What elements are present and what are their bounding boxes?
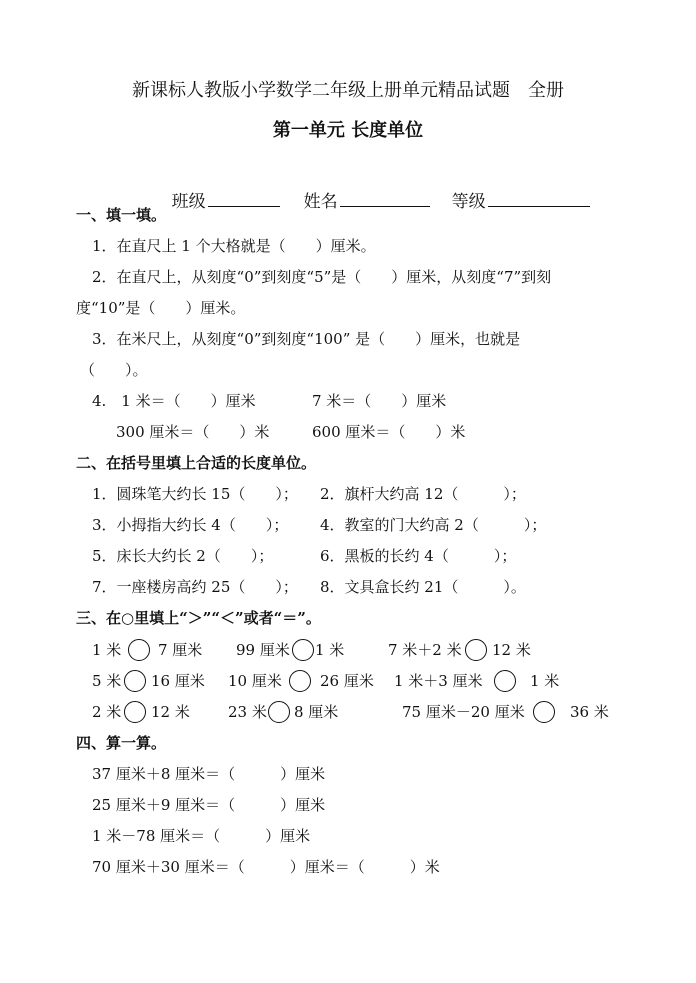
s4-question-1: 37 厘米＋8 厘米＝（ ）厘米 (92, 765, 326, 783)
s2-question-3: 3．小拇指大约长 4（ ）； (92, 516, 289, 534)
s1-question-4d: 600 厘米＝（ ）米 (312, 423, 466, 441)
compare-r2c2-left: 10 厘米 (228, 672, 282, 690)
compare-r1c1-left: 1 米 (92, 641, 122, 659)
s4-question-2: 25 厘米＋9 厘米＝（ ）厘米 (92, 796, 326, 814)
compare-r2c3-left: 1 米＋3 厘米 (394, 672, 483, 690)
compare-circle-r1c1[interactable] (128, 639, 150, 661)
grade-label: 等级 (451, 192, 486, 212)
compare-circle-r3c2[interactable] (268, 701, 290, 723)
grade-blank[interactable] (488, 190, 590, 207)
class-field (150, 170, 280, 232)
s1-question-2-line-2: 度“10”是（ ）厘米。 (76, 299, 246, 317)
worksheet-title: 新课标人教版小学数学二年级上册单元精品试题 全册 (132, 80, 564, 101)
s2-question-1: 1．圆珠笔大约长 15（ ）； (92, 485, 298, 503)
s2-question-2: 2．旗杆大约高 12（ ）； (320, 485, 526, 503)
compare-r1c2-left: 99 厘米 (236, 641, 290, 659)
s4-question-3: 1 米－78 厘米＝（ ）厘米 (92, 827, 311, 845)
compare-circle-r2c2[interactable] (289, 670, 311, 692)
compare-circle-r1c3[interactable] (465, 639, 487, 661)
s1-question-3-line-2: （ ）。 (80, 361, 148, 379)
s2-question-6: 6．黑板的长约 4（ ）； (320, 547, 517, 565)
compare-r3c2-left: 23 米 (228, 703, 267, 721)
compare-r2c1-right: 16 厘米 (151, 672, 205, 690)
class-label: 班级 (171, 192, 206, 212)
compare-circle-r2c3[interactable] (494, 670, 516, 692)
class-blank[interactable] (208, 190, 280, 207)
section-1-heading: 一、填一填。 (76, 206, 167, 224)
compare-r2c2-right: 26 厘米 (320, 672, 374, 690)
s1-question-2-line-1: 2．在直尺上，从刻度“0”到刻度“5”是（ ）厘米，从刻度“7”到刻 (92, 268, 552, 286)
grade-field (430, 170, 590, 232)
compare-circle-r2c1[interactable] (124, 670, 146, 692)
compare-r3c3-left: 75 厘米－20 厘米 (402, 703, 525, 721)
compare-circle-r1c2[interactable] (292, 639, 314, 661)
section-4-heading: 四、算一算。 (76, 734, 167, 752)
s2-question-8: 8．文具盒长约 21（ ）。 (320, 578, 526, 596)
compare-r3c1-left: 2 米 (92, 703, 122, 721)
compare-r3c1-right: 12 米 (151, 703, 190, 721)
name-label: 姓名 (303, 192, 338, 212)
s2-question-4: 4．教室的门大约高 2（ ）； (320, 516, 547, 534)
section-2-heading: 二、在括号里填上合适的长度单位。 (76, 454, 317, 472)
compare-circle-r3c1[interactable] (124, 701, 146, 723)
compare-r1c3-left: 7 米＋2 米 (388, 641, 462, 659)
compare-r3c3-right: 36 米 (570, 703, 609, 721)
s1-question-3-line-1: 3．在米尺上，从刻度“0”到刻度“100” 是（ ）厘米，也就是 (92, 330, 521, 348)
section-3-heading: 三、在○里填上“＞”“＜”或者“＝”。 (76, 609, 321, 627)
s1-question-4a: 4. 1 米＝（ ）厘米 (92, 392, 256, 410)
compare-r2c3-right: 1 米 (530, 672, 560, 690)
s1-question-4b: 7 米＝（ ）厘米 (312, 392, 447, 410)
s2-question-5: 5．床长大约长 2（ ）； (92, 547, 274, 565)
s2-question-7: 7．一座楼房高约 25（ ）； (92, 578, 298, 596)
compare-r2c1-left: 5 米 (92, 672, 122, 690)
compare-r1c1-right: 7 厘米 (158, 641, 203, 659)
name-field (282, 170, 430, 232)
compare-r3c2-right: 8 厘米 (294, 703, 339, 721)
unit-title: 第一单元 长度单位 (272, 120, 424, 141)
compare-r1c3-right: 12 米 (492, 641, 531, 659)
compare-circle-r3c3[interactable] (533, 701, 555, 723)
compare-r1c2-right: 1 米 (315, 641, 345, 659)
name-blank[interactable] (340, 190, 430, 207)
s4-question-4: 70 厘米＋30 厘米＝（ ）厘米＝（ ）米 (92, 858, 440, 876)
s1-question-1: 1．在直尺上 1 个大格就是（ ）厘米。 (92, 237, 376, 255)
s1-question-4c: 300 厘米＝（ ）米 (116, 423, 270, 441)
